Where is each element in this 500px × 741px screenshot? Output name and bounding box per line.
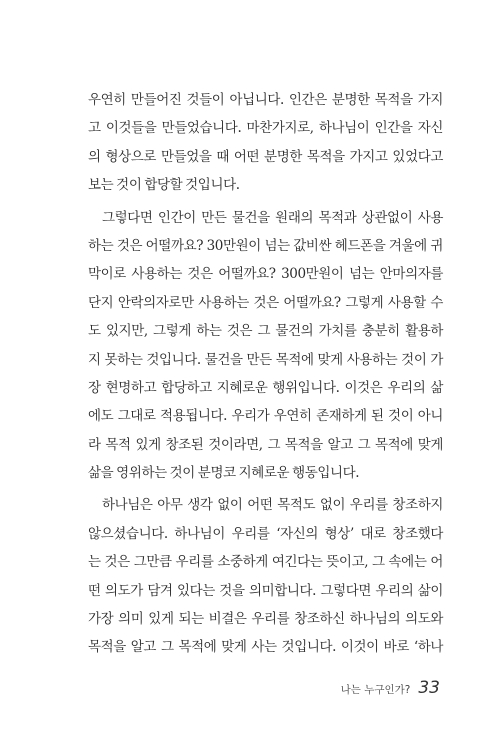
- text-line: 하는 것은 어떨까요? 30만원이 넘는 값비싼 헤드폰을 겨울에 귀: [88, 237, 443, 254]
- text-line: 지 못하는 것입니다. 물건을 만든 목적에 맞게 사용하는 것이 가: [88, 351, 443, 368]
- body-text: [88, 86, 443, 666]
- paragraph: [88, 491, 443, 661]
- text-line: 목적을 알고 그 목적에 맞게 사는 것입니다. 이것이 바로 ‘하나: [88, 639, 443, 656]
- text-line: 장 현명하고 합당하고 지혜로운 행위입니다. 이것은 우리의 삶: [88, 379, 443, 396]
- text-line: 보는 것이 합당할 것입니다.: [88, 177, 240, 194]
- text-line: 라 목적 있게 창조된 것이라면, 그 목적을 알고 그 목적에 맞게: [88, 436, 443, 453]
- paragraph: [88, 86, 443, 200]
- text-line: 않으셨습니다. 하나님이 우리를 ‘자신의 형상’ 대로 창조했다: [88, 525, 443, 542]
- text-line: 떤 의도가 담겨 있다는 것을 의미합니다. 그렇다면 우리의 삶이: [88, 582, 443, 599]
- running-title: 나는 누구인가?: [340, 684, 411, 696]
- text-line: 의 형상으로 만들었을 때 어떤 분명한 목적을 가지고 있었다고: [88, 148, 443, 165]
- text-line: 가장 의미 있게 되는 비결은 우리를 창조하신 하나님의 의도와: [88, 611, 443, 628]
- page-footer: [341, 678, 440, 698]
- text-line: 우연히 만들어진 것들이 아닙니다. 인간은 분명한 목적을 가지: [88, 92, 443, 108]
- text-line: 는 것은 그만큼 우리를 소중하게 여긴다는 뜻이고, 그 속에는 어: [88, 554, 443, 571]
- paragraph: [88, 204, 443, 488]
- page-number: 33: [418, 678, 440, 698]
- text-line: 막이로 사용하는 것은 어떨까요? 300만원이 넘는 안마의자를: [88, 266, 443, 283]
- text-line: 하나님은 아무 생각 없이 어떤 목적도 없이 우리를 창조하지: [102, 497, 443, 514]
- text-line: 에도 그대로 적용됩니다. 우리가 우연히 존재하게 된 것이 아니: [88, 408, 443, 425]
- text-line: 단지 안락의자로만 사용하는 것은 어떨까요? 그렇게 사용할 수: [88, 294, 443, 311]
- text-line: 고 이것들을 만들었습니다. 마찬가지로, 하나님이 인간을 자신: [88, 120, 443, 137]
- text-line: 그렇다면 인간이 만든 물건을 원래의 목적과 상관없이 사용: [102, 209, 443, 226]
- text-line: 삶을 영위하는 것이 분명코 지혜로운 행동입니다.: [88, 465, 360, 482]
- text-line: 도 있지만, 그렇게 하는 것은 그 물건의 가치를 충분히 활용하: [88, 323, 443, 340]
